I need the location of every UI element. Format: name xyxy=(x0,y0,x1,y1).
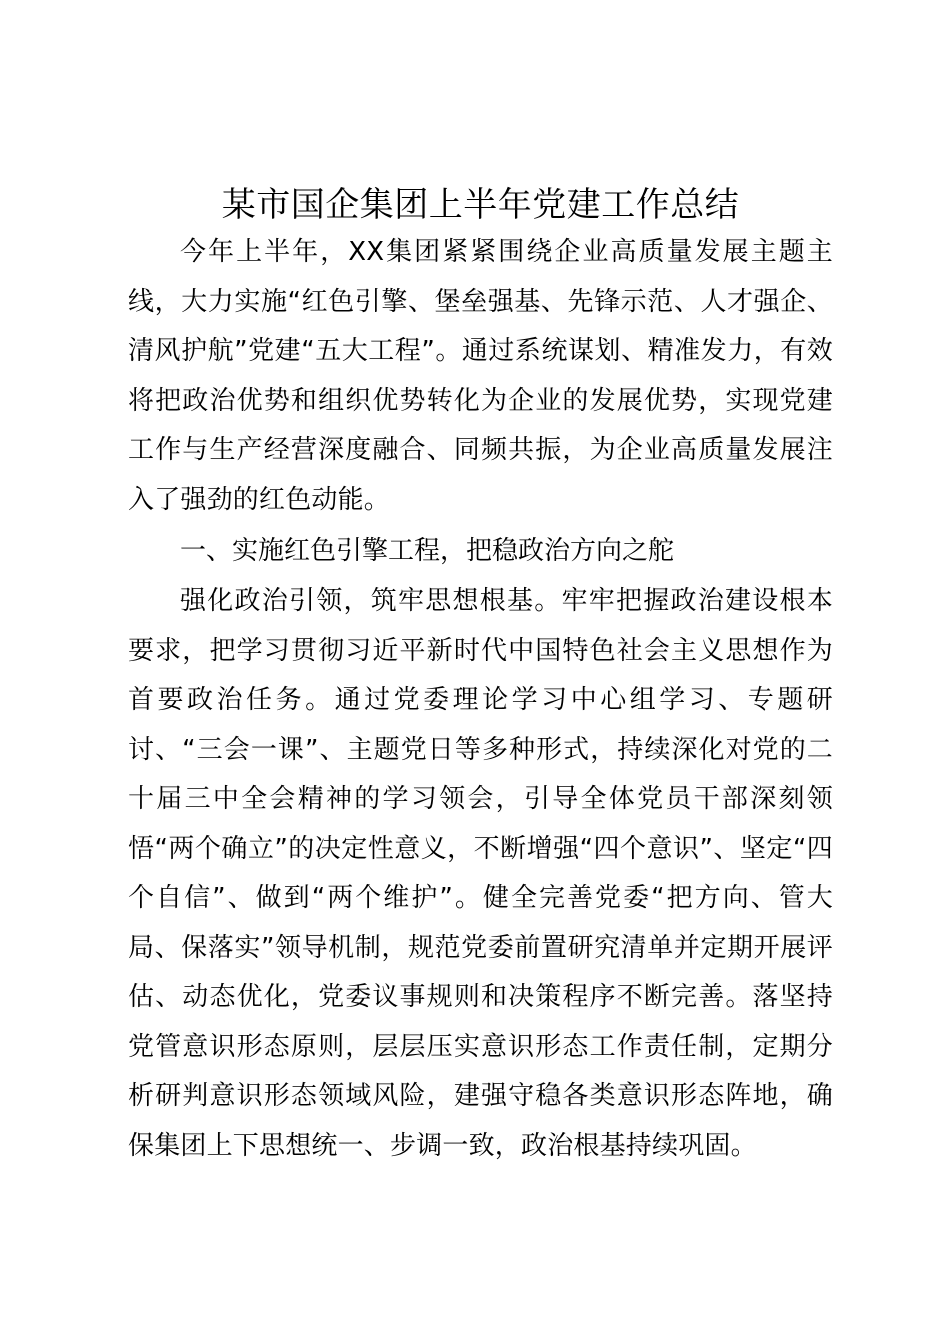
document-page xyxy=(128,182,833,1171)
section-heading: 一、实施红色引擎工程，把稳政治方向之舵 xyxy=(180,536,675,566)
document-title: 某市国企集团上半年党建工作总结 xyxy=(221,185,740,225)
section-body-paragraph: 强化政治引领，筑牢思想根基。牢牢把握政治建设根本要求，把学习贯彻习近平新时代中国特色社会主义思想作为首要政治任务。通过党委理论学习中心组学习、专题研讨、“三会一课”、主题党日等多种形式，持续深化对党的二十届三中全会精神的学习领会，引导全体党员干部深刻领悟“两个确立”的决定性意义，不断增强“四个意识”、坚定“四个自信”、做到“两个维护”。健全完善党委“把方向、管大局、保落实”领导机制，规范党委前置研究清单并定期开展评估、动态优化，党委议事规则和决策程序不断完善。落坚持党管意识形态原则，层层压实意识形态工作责任制，定期分析研判意识形态领域风险，建强守稳各类意识形态阵地，确保集团上下思想统一、步调一致，政治根基持续巩固。 xyxy=(128,586,833,1161)
intro-paragraph: 今年上半年，XX集团紧紧围绕企业高质量发展主题主线，大力实施“红色引擎、堡垒强基、先锋示范、人才强企、清风护航”党建“五大工程”。通过系统谋划、精准发力，有效将把政治优势和组织优势转化为企业的发展优势，实现党建工作与生产经营深度融合、同频共振，为企业高质量发展注入了强劲的红色动能。 xyxy=(128,237,833,515)
